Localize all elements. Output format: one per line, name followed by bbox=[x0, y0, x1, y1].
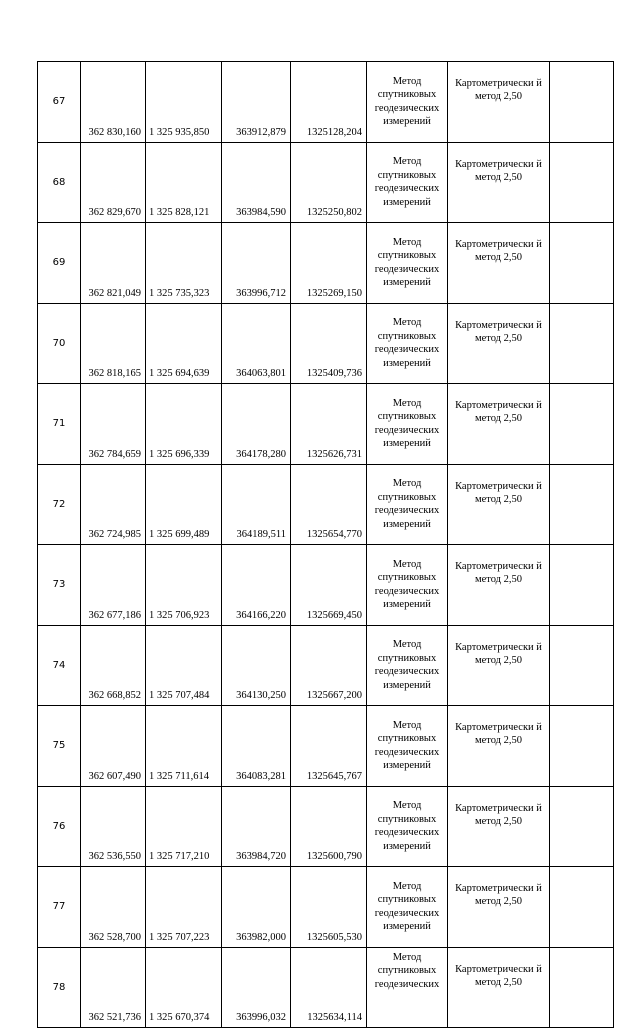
x-coordinate-cell: 362 724,985 bbox=[81, 464, 146, 545]
note-cell bbox=[550, 625, 614, 706]
x-coordinate-cell: 362 668,852 bbox=[81, 625, 146, 706]
table-row bbox=[38, 384, 614, 465]
point-number-cell: 72 bbox=[38, 464, 81, 545]
accuracy-cell: Картометрически й метод 2,50 bbox=[448, 625, 550, 706]
table-row bbox=[38, 786, 614, 867]
x-coordinate-cell: 362 829,670 bbox=[81, 142, 146, 223]
table-row bbox=[38, 223, 614, 304]
accuracy-cell: Картометрически й метод 2,50 bbox=[448, 223, 550, 304]
point-number-cell: 75 bbox=[38, 706, 81, 787]
table-row bbox=[38, 303, 614, 384]
x-coordinate-new-cell: 363996,712 bbox=[222, 223, 291, 304]
x-coordinate-cell: 362 821,049 bbox=[81, 223, 146, 304]
table-row bbox=[38, 947, 614, 1028]
accuracy-cell: Картометрически й метод 2,50 bbox=[448, 384, 550, 465]
note-cell bbox=[550, 223, 614, 304]
x-coordinate-new-cell: 364178,280 bbox=[222, 384, 291, 465]
note-cell bbox=[550, 62, 614, 143]
method-cell: Метод спутниковых геодезических измерений bbox=[367, 223, 448, 304]
accuracy-cell: Картометрически й метод 2,50 bbox=[448, 303, 550, 384]
method-cell: Метод спутниковых геодезических измерений bbox=[367, 867, 448, 948]
method-cell: Метод спутниковых геодезических измерений bbox=[367, 464, 448, 545]
x-coordinate-cell: 362 521,736 bbox=[81, 947, 146, 1028]
point-number-cell: 68 bbox=[38, 142, 81, 223]
y-coordinate-cell: 1 325 717,210 bbox=[146, 786, 222, 867]
accuracy-cell: Картометрически й метод 2,50 bbox=[448, 706, 550, 787]
method-cell: Метод спутниковых геодезических измерений bbox=[367, 62, 448, 143]
note-cell bbox=[550, 464, 614, 545]
y-coordinate-new-cell: 1325600,790 bbox=[291, 786, 367, 867]
method-cell: Метод спутниковых геодезических измерений bbox=[367, 384, 448, 465]
y-coordinate-new-cell: 1325269,150 bbox=[291, 223, 367, 304]
x-coordinate-cell: 362 830,160 bbox=[81, 62, 146, 143]
note-cell bbox=[550, 384, 614, 465]
table-row bbox=[38, 464, 614, 545]
x-coordinate-new-cell: 363984,590 bbox=[222, 142, 291, 223]
y-coordinate-new-cell: 1325667,200 bbox=[291, 625, 367, 706]
x-coordinate-new-cell: 364063,801 bbox=[222, 303, 291, 384]
table-row bbox=[38, 867, 614, 948]
coordinates-table bbox=[37, 61, 614, 1028]
x-coordinate-cell: 362 818,165 bbox=[81, 303, 146, 384]
method-cell: Метод спутниковых геодезических измерений bbox=[367, 786, 448, 867]
table-row bbox=[38, 706, 614, 787]
x-coordinate-new-cell: 364083,281 bbox=[222, 706, 291, 787]
x-coordinate-cell: 362 536,550 bbox=[81, 786, 146, 867]
point-number-cell: 70 bbox=[38, 303, 81, 384]
note-cell bbox=[550, 545, 614, 626]
y-coordinate-cell: 1 325 706,923 bbox=[146, 545, 222, 626]
method-cell: Метод спутниковых геодезических измерений bbox=[367, 142, 448, 223]
table-row bbox=[38, 142, 614, 223]
y-coordinate-cell: 1 325 707,223 bbox=[146, 867, 222, 948]
y-coordinate-new-cell: 1325409,736 bbox=[291, 303, 367, 384]
method-cell: Метод спутниковых геодезических измерений bbox=[367, 545, 448, 626]
accuracy-cell: Картометрически й метод 2,50 bbox=[448, 545, 550, 626]
accuracy-cell: Картометрически й метод 2,50 bbox=[448, 62, 550, 143]
accuracy-cell: Картометрически й метод 2,50 bbox=[448, 142, 550, 223]
x-coordinate-new-cell: 363984,720 bbox=[222, 786, 291, 867]
note-cell bbox=[550, 303, 614, 384]
x-coordinate-new-cell: 363912,879 bbox=[222, 62, 291, 143]
x-coordinate-new-cell: 363982,000 bbox=[222, 867, 291, 948]
point-number-cell: 69 bbox=[38, 223, 81, 304]
x-coordinate-new-cell: 364130,250 bbox=[222, 625, 291, 706]
x-coordinate-new-cell: 363996,032 bbox=[222, 947, 291, 1028]
method-cell: Метод спутниковых геодезических bbox=[367, 947, 448, 1028]
point-number-cell: 78 bbox=[38, 947, 81, 1028]
accuracy-cell: Картометрически й метод 2,50 bbox=[448, 867, 550, 948]
point-number-cell: 71 bbox=[38, 384, 81, 465]
note-cell bbox=[550, 947, 614, 1028]
note-cell bbox=[550, 142, 614, 223]
table-row bbox=[38, 62, 614, 143]
y-coordinate-new-cell: 1325669,450 bbox=[291, 545, 367, 626]
point-number-cell: 74 bbox=[38, 625, 81, 706]
y-coordinate-cell: 1 325 735,323 bbox=[146, 223, 222, 304]
accuracy-cell: Картометрически й метод 2,50 bbox=[448, 947, 550, 1028]
y-coordinate-cell: 1 325 670,374 bbox=[146, 947, 222, 1028]
y-coordinate-new-cell: 1325626,731 bbox=[291, 384, 367, 465]
point-number-cell: 67 bbox=[38, 62, 81, 143]
x-coordinate-cell: 362 607,490 bbox=[81, 706, 146, 787]
point-number-cell: 77 bbox=[38, 867, 81, 948]
x-coordinate-new-cell: 364189,511 bbox=[222, 464, 291, 545]
y-coordinate-cell: 1 325 694,639 bbox=[146, 303, 222, 384]
point-number-cell: 73 bbox=[38, 545, 81, 626]
note-cell bbox=[550, 706, 614, 787]
y-coordinate-new-cell: 1325634,114 bbox=[291, 947, 367, 1028]
point-number-cell: 76 bbox=[38, 786, 81, 867]
y-coordinate-cell: 1 325 699,489 bbox=[146, 464, 222, 545]
accuracy-cell: Картометрически й метод 2,50 bbox=[448, 786, 550, 867]
y-coordinate-cell: 1 325 828,121 bbox=[146, 142, 222, 223]
x-coordinate-cell: 362 784,659 bbox=[81, 384, 146, 465]
y-coordinate-cell: 1 325 707,484 bbox=[146, 625, 222, 706]
y-coordinate-cell: 1 325 935,850 bbox=[146, 62, 222, 143]
method-cell: Метод спутниковых геодезических измерений bbox=[367, 706, 448, 787]
x-coordinate-cell: 362 677,186 bbox=[81, 545, 146, 626]
y-coordinate-new-cell: 1325605,530 bbox=[291, 867, 367, 948]
x-coordinate-new-cell: 364166,220 bbox=[222, 545, 291, 626]
note-cell bbox=[550, 786, 614, 867]
table-body bbox=[38, 62, 614, 1028]
note-cell bbox=[550, 867, 614, 948]
table-row bbox=[38, 625, 614, 706]
method-cell: Метод спутниковых геодезических измерений bbox=[367, 625, 448, 706]
y-coordinate-new-cell: 1325250,802 bbox=[291, 142, 367, 223]
table-row bbox=[38, 545, 614, 626]
y-coordinate-cell: 1 325 696,339 bbox=[146, 384, 222, 465]
accuracy-cell: Картометрически й метод 2,50 bbox=[448, 464, 550, 545]
method-cell: Метод спутниковых геодезических измерений bbox=[367, 303, 448, 384]
y-coordinate-new-cell: 1325654,770 bbox=[291, 464, 367, 545]
y-coordinate-new-cell: 1325128,204 bbox=[291, 62, 367, 143]
y-coordinate-cell: 1 325 711,614 bbox=[146, 706, 222, 787]
y-coordinate-new-cell: 1325645,767 bbox=[291, 706, 367, 787]
x-coordinate-cell: 362 528,700 bbox=[81, 867, 146, 948]
